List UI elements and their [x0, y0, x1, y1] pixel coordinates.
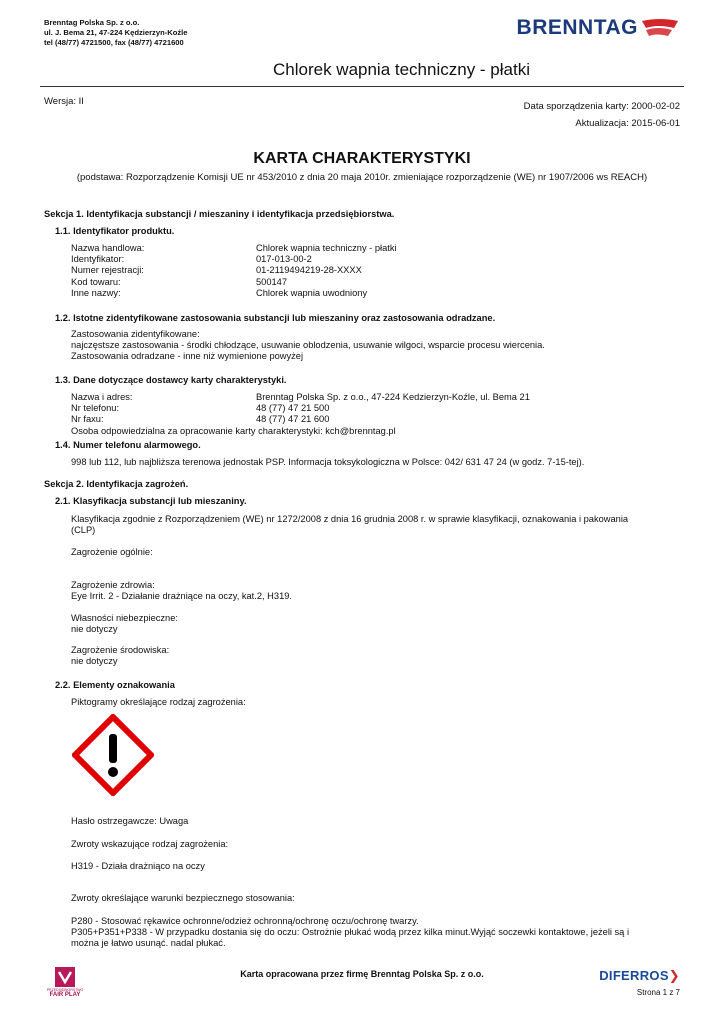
main-title: KARTA CHARAKTERYSTYKI — [253, 150, 471, 167]
text-line: można je łatwo usunąć. nadal płukać. — [71, 938, 226, 949]
env-hazard — [71, 645, 169, 667]
brenntag-logo — [517, 16, 680, 40]
document-dates — [524, 98, 680, 132]
text-line: Zagrożenie środowiska: — [71, 645, 170, 655]
supplier-table — [71, 392, 530, 437]
text-line: nie dotyczy — [71, 656, 118, 667]
exclamation-mark-hazard-icon — [72, 714, 154, 796]
fair-play-small-text: PRZEDSIĘBIORSTWO — [46, 988, 84, 992]
section1-heading: Sekcja 1. Identyfikacja substancji / mieszaniny i identyfikacja przedsiębiorstwa. — [44, 209, 395, 219]
text-line: nie dotyczy — [71, 624, 118, 635]
table-row: Nazwa i adres: Brenntag Polska Sp. z o.o., 47-224 Kedzierzyn-Koźle, ul. Bema 21 — [71, 392, 530, 402]
s12-heading: 1.2. Istotne zidentyfikowane zastosowania substancji lub mieszaniny oraz zastosowania odradzane. — [55, 313, 496, 323]
table-row: Nr telefonu: 48 (77) 47 21 500 — [71, 403, 330, 414]
logo-swoosh-icon — [640, 17, 680, 39]
section2-heading: Sekcja 2. Identyfikacja zagrożeń. — [44, 479, 189, 489]
text-line: najczęstsze zastosowania - środki chłodzące, usuwanie oblodzenia, usuwanie wilgoci, wsparcie procesu wiercenia. — [71, 340, 545, 351]
created-date: Data sporządzenia karty: 2000-02-02 — [523, 101, 680, 112]
table-row: Nazwa handlowa: Chlorek wapnia techniczny - płatki — [71, 243, 397, 253]
table-row: Inne nazwy: Chlorek wapnia uwodniony — [71, 287, 368, 298]
p-phrases — [71, 916, 629, 950]
company-address: ul. J. Bema 21, 47-224 Kędzierzyn-Koźle — [44, 28, 188, 37]
h319-phrase: H319 - Działa drażniąco na oczy — [71, 861, 205, 871]
h-phrases-label: Zwroty wskazujące rodzaj zagrożenia: — [71, 839, 229, 849]
text-line: Własności niebezpieczne: — [71, 613, 178, 623]
text-line: Zastosowania zidentyfikowane: — [71, 329, 200, 339]
company-phone: tel (48/77) 4721500, fax (48/77) 4721600 — [44, 38, 184, 47]
physical-hazard — [71, 613, 178, 635]
p-phrases-label: Zwroty określające warunki bezpiecznego stosowania: — [71, 893, 295, 903]
classification-text — [71, 514, 628, 536]
version: Wersja: II — [44, 96, 84, 107]
s22-heading: 2.2. Elementy oznakowania — [55, 680, 175, 690]
s14-heading: 1.4. Numer telefonu alarmowego. — [55, 440, 201, 450]
text-line: (CLP) — [71, 525, 96, 536]
fair-play-label: FAIR PLAY — [49, 992, 81, 998]
health-hazard — [71, 580, 292, 602]
s12-text — [71, 329, 545, 363]
diferros-logo — [599, 968, 680, 984]
text-line: P305+P351+P338 - W przypadku dostania się do oczu: Ostrożnie płukać wodą przez kilka minut.Wyjąć soczewki kontaktowe, jeżeli są i — [71, 927, 630, 938]
diferros-text: DIFERROS — [599, 968, 669, 983]
table-row: Kod towaru: 500147 — [71, 276, 288, 287]
product-identifier-table — [71, 243, 397, 299]
emergency-phone: 998 lub 112, lub najbliższa terenowa jednostak PSP. Informacja toksykologiczna w Polsce: 042/ 631 47 24 (w godz. 7-15-tej). — [71, 457, 585, 467]
company-info — [44, 18, 188, 48]
text-line: Zastosowania odradzane - inne niż wymienione powyżej — [71, 351, 304, 362]
text-line: Eye Irrit. 2 - Działanie drażniące na oczy, kat.2, H319. — [71, 591, 292, 602]
signal-word: Hasło ostrzegawcze: Uwaga — [71, 816, 189, 826]
legal-basis: (podstawa: Rozporządzenie Komisji UE nr 453/2010 z dnia 20 maja 2010r. zmieniające rozporządzenie (WE) nr 1907/2006 ws REACH) — [76, 172, 648, 183]
logo-text: BRENNTAG — [516, 16, 638, 39]
company-name: Brenntag Polska Sp. z o.o. — [44, 18, 140, 27]
table-row: Nr faxu: 48 (77) 47 21 600 — [71, 414, 330, 425]
document-title: Chlorek wapnia techniczny - płatki — [272, 60, 530, 79]
text-line: Zagrożenie zdrowia: — [71, 580, 155, 590]
pictograms-label: Piktogramy określające rodzaj zagrożenia: — [71, 697, 246, 707]
page-number: Strona 1 z 7 — [636, 988, 680, 997]
text-line: Klasyfikacja zgodnie z Rozporządzeniem (WE) nr 1272/2008 z dnia 16 grudnia 2008 r. w sprawie klasyfikacji, oznakowania i pakowania — [71, 514, 629, 524]
header-divider — [40, 86, 684, 87]
table-row: Numer rejestracji: 01-2119494219-28-XXXX — [71, 265, 362, 276]
s21-heading: 2.1. Klasyfikacja substancji lub mieszaniny. — [55, 496, 247, 506]
table-row: Identyfikator: 017-013-00-2 — [71, 254, 312, 265]
s13-heading: 1.3. Dane dotyczące dostawcy karty charakterystyki. — [55, 375, 287, 385]
footer-text: Karta opracowana przez firmę Brenntag Polska Sp. z o.o. — [240, 969, 484, 979]
s11-heading: 1.1. Identyfikator produktu. — [55, 226, 175, 236]
contact-line: Osoba odpowiedzialna za opracowanie karty charakterystyki: kch@brenntag.pl — [71, 425, 396, 436]
updated-date: Aktualizacja: 2015-06-01 — [575, 118, 680, 129]
text-line: P280 - Stosować rękawice ochronne/odzież ochronną/ochronę oczu/ochronę twarzy. — [71, 916, 419, 926]
general-hazard-label: Zagrożenie ogólnie: — [71, 547, 153, 557]
arrow-icon: ❯ — [668, 968, 680, 983]
